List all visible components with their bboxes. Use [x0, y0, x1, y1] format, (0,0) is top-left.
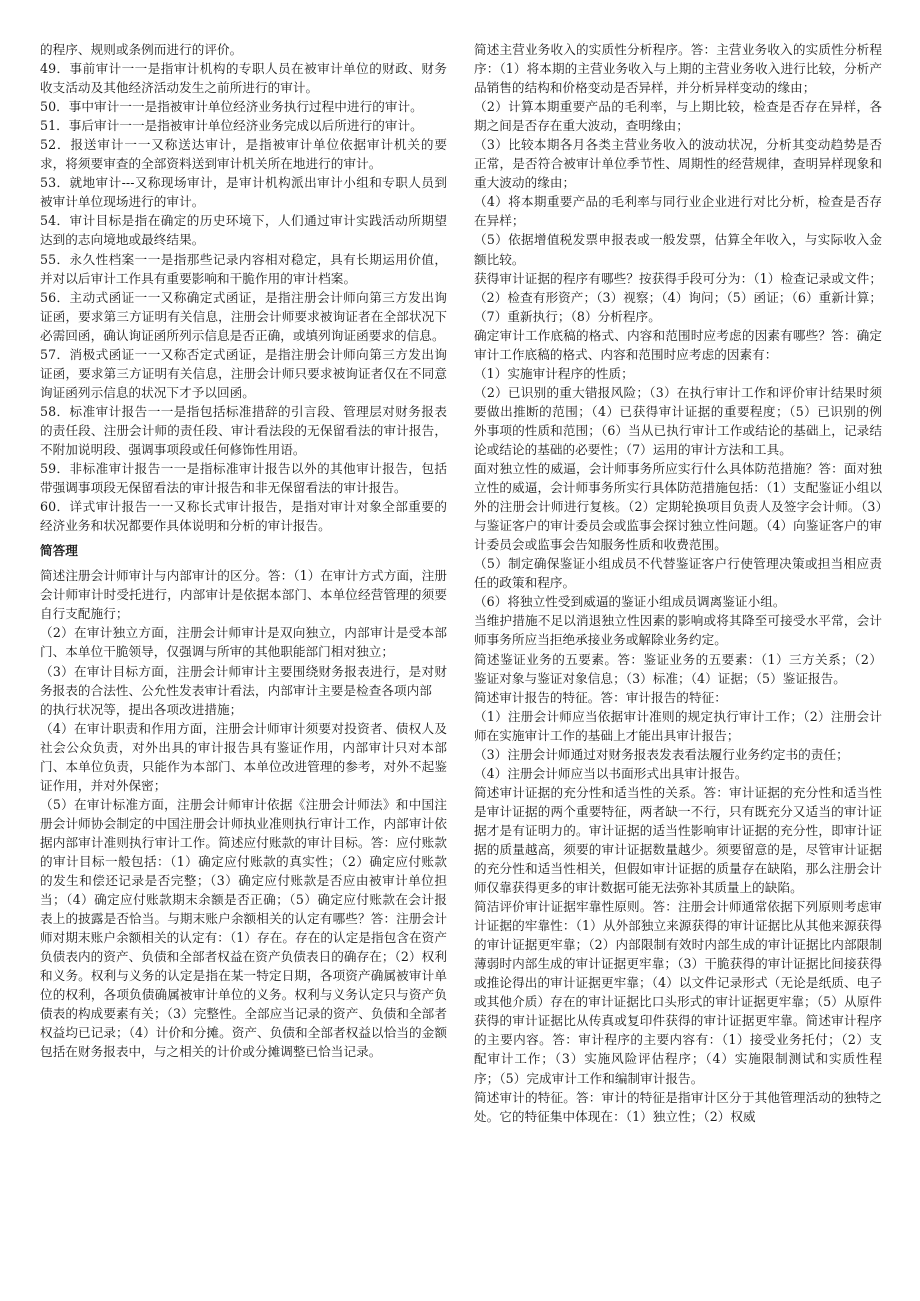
definition-item: 51．事后审计一一是指被审计单位经济业务完成以后所进行的审计。 — [40, 118, 423, 134]
answer-paragraph: 当维护措施不足以消退独立性因素的影响或将其降至可接受水平常，会计师事务所应当拒绝承接业务或解除业务约定。 — [474, 613, 882, 648]
answer-paragraph: 简述鉴证业务的五要素。答：鉴证业务的五要素：（1）三方关系；（2）鉴证对象与鉴证对象信息；（3）标准；（4）证据；（5）鉴证报告。 — [474, 651, 882, 686]
answer-paragraph: （5）依据增值税发票申报表或一般发票，估算全年收入，与实际收入金额比较。 — [474, 232, 882, 267]
definition-item: 59．非标准审计报告一一是指标准审计报告以外的其他审计报告，包括带强调事项段无保留看法的审计报告和非无保留看法的审计报告。 — [40, 461, 447, 496]
answer-paragraph: 简述注册会计师审计与内部审计的区分。答：（1）在审计方式方面，注册会计师审计时受托进行，内部审计是依据本部门、本单位经营管理的须要自行支配施行； — [40, 568, 447, 622]
answer-paragraph: （4）在审计职责和作用方面，注册会计师审计须要对投资者、债权人及社会公众负责，对外出具的审计报告具有鉴证作用，内部审计只对本部门、本单位负责，只能作为本部门、本单位改进管理的参考，对外不起鉴证作用，并对外保密； — [40, 720, 447, 793]
definition-item: 60．详式审计报告一一又称长式审计报告，是指对审计对象全部重要的经济业务和状况都要作具体说明和分析的审计报告。 — [40, 499, 447, 534]
answer-paragraph: 简述主营业务收入的实质性分析程序。答：主营业务收入的实质性分析程序：（1）将本期的主营业务收入与上期的主营业务收入进行比较，分析产品销售的结构和价格变动是否异样，并分析异样变动的缘由； — [474, 42, 882, 96]
definition-item: 的程序、规则或条例而进行的评价。 — [40, 42, 243, 57]
answer-paragraph: （3）注册会计师通过对财务报表发表看法履行业务约定书的责任； — [474, 746, 849, 762]
answer-paragraph: （5）制定确保鉴证小组成员不代替鉴证客户行使管理决策或担当相应责任的政策和程序。 — [474, 556, 882, 591]
definition-item: 52．报送审计一一又称送达审计，是指被审计单位依据审计机关的要求，将须要审查的全部资料送到审计机关所在地进行的审计。 — [40, 137, 447, 172]
definition-item: 58．标准审计报告一一是指包括标准措辞的引言段、管理层对财务报表的责任段、注册会计师的责任段、审计看法段的无保留看法的审计报告，不附加说明段、强调事项段或任何修饰性用语。 — [40, 403, 447, 457]
definition-item: 57．消极式函证一一又称否定式函证，是指注册会计师向第三方发出询证函，要求第三方证明有关信息，注册会计师只要求被询证者仅在不同意询证函列示信息的状况下才予以回函。 — [40, 346, 447, 400]
answer-paragraph: 简述审计证据的充分性和适当性的关系。答：审计证据的充分性和适当性是审计证据的两个重要特征，两者缺一不行，只有既充分又适当的审计证据才是有证明力的。审计证据的适当性影响审计证据的充分性，即审计证据的质量越高，须要的审计证据数量越少。须要留意的是，尽管审计证据的充分性和适当性相关，但假如审计证据的质量存在缺陷，那么注册会计师仅靠获得更多的审计数据可能无法弥补其质量上的缺陷。 — [474, 784, 882, 896]
section-heading: 简答理 — [40, 543, 78, 559]
definition-item: 50．事中审计一一是指被审计单位经济业务执行过程中进行的审计。 — [40, 99, 423, 115]
answer-paragraph: （3）比较本期各月各类主营业务收入的波动状况，分析其变动趋势是否正常，是否符合被审计单位季节性、周期性的经营规律，查明异样现象和重大波动的缘由； — [474, 137, 882, 191]
answer-paragraph: （4）将本期重要产品的毛利率与同行业企业进行对比分析，检查是否存在异样； — [474, 194, 882, 229]
answer-paragraph: 的执行状况等，提出各项改进措施； — [40, 701, 243, 717]
answer-paragraph: （2）在审计独立方面，注册会计师审计是双向独立，内部审计是受本部门、本单位干脆领导，仅强调与所审的其他职能部门相对独立； — [40, 625, 447, 660]
answer-paragraph: 获得审计证据的程序有哪些？按获得手段可分为：（1）检查记录或文件；（2）检查有形资产；（3）视察；（4）询问；（5）函证；（6）重新计算；（7）重新执行；（8）分析程序。 — [474, 270, 882, 324]
answer-paragraph: 简洁评价审计证据牢靠性原则。答：注册会计师通常依据下列原则考虑审计证据的牢靠性：（1）从外部独立来源获得的审计证据比从其他来源获得的审计证据更牢靠；（2）内部限制有效时内部生成的审计证据比内部限制薄弱时内部生成的审计证据更牢靠；（3）干脆获得的审计证据比间接获得或推论得出的审计证据更牢靠；（4）以文件记录形式（无论是纸质、电子或其他介质）存在的审计证据比口头形式的审计证据更牢靠；（5）从原件获得的审计证据比从传真或复印件获得的审计证据更牢靠。简述审计程序的主要内容。答：审计程序的主要内容有：（1）接受业务托付；（2）支配审计工作；（3）实施风险评估程序；（4）实施限制测试和实质性程序；（5）完成审计工作和编制审计报告。 — [474, 899, 882, 1086]
answer-paragraph: 简述审计报告的特征。答：审计报告的特征： — [474, 689, 727, 705]
answer-paragraph: 简述审计的特征。答：审计的特征是指审计区分于其他管理活动的独特之处。它的特征集中体现在：（1）独立性；（2）权威 — [474, 1089, 882, 1124]
answer-paragraph: （4）注册会计师应当以书面形式出具审计报告。 — [474, 765, 748, 781]
answer-paragraph: （2）计算本期重要产品的毛利率，与上期比较，检查是否存在异样，各期之间是否存在重大波动，查明缘由； — [474, 99, 882, 134]
answer-paragraph: （5）在审计标准方面，注册会计师审计依据《注册会计师法》和中国注册会计师协会制定的中国注册会计师执业准则执行审计工作，内部审计依据内部审计准则执行审计工作。简述应付账款的审计目标。答：应付账款的审计目标一般包括：（1）确定应付账款的真实性；（2）确定应付账款的发生和偿还记录是否完整；（3）确定应付账款是否应由被审计单位担当；（4）确定应付账款期末余额是否正确；（5）确定应付账款在会计报表上的披露是否恰当。与期末账户余额相关的认定有哪些？答：注册会计师对期末账户余额相关的认定有：（1）存在。存在的认定是指包含在资产负债表内的资产、负债和全部者权益在资产负债表日的确存在；（2）权利和义务。权利与义务的认定是指在某一特定日期，各项资产确属被审计单位的权利，各项负债确属被审计单位的义务。权利与义务认定只与资产负债表的构成要素有关；（3）完整性。全部应当记录的资产、负债和全部者权益均已记录；（4）计价和分摊。资产、负债和全部者权益以恰当的金额包括在财务报表中，与之相关的计价或分摊调整已恰当记录。 — [40, 796, 447, 1060]
definition-item: 53．就地审计---又称现场审计，是审计机构派出审计小组和专职人员到被审计单位现场进行的审计。 — [40, 175, 447, 210]
definition-item: 49．事前审计一一是指审计机构的专职人员在被审计单位的财政、财务收支活动及其他经济活动发生之前所进行的审计。 — [40, 61, 447, 96]
definition-item: 56．主动式函证一一又称确定式函证，是指注册会计师向第三方发出询证函，要求第三方证明有关信息，注册会计师要求被询证者在全部状况下必需回函，确认询证函所列示信息是否正确，或填列询证函要求的信息。 — [40, 289, 447, 343]
right-column — [474, 40, 882, 1126]
answer-paragraph: （6）将独立性受到威逼的鉴证小组成员调离鉴证小组。 — [474, 594, 786, 610]
answer-paragraph: 确定审计工作底稿的格式、内容和范围时应考虑的因素有哪些？答：确定审计工作底稿的格式、内容和范围时应考虑的因素有： — [474, 327, 882, 362]
left-column — [40, 40, 447, 1061]
answer-paragraph: 面对独立性的威逼，会计师事务所应实行什么具体防范措施？答：面对独立性的威逼，会计师事务所实行具体防范措施包括：（1）支配鉴证小组以外的注册会计师进行复核。（2）定期轮换项目负责人及签字会计师。（3）与鉴证客户的审计委员会或监事会探讨独立性问题。（4）向鉴证客户的审计委员会或监事会告知服务性质和收费范围。 — [474, 461, 882, 553]
answer-paragraph: （1）实施审计程序的性质； — [474, 365, 634, 381]
definition-item: 54．审计目标是指在确定的历史环境下，人们通过审计实践活动所期望达到的志向境地或最终结果。 — [40, 213, 447, 248]
answer-paragraph: （1）注册会计师应当依据审计准则的规定执行审计工作；（2）注册会计师在实施审计工作的基础上才能出具审计报告； — [474, 708, 882, 743]
answer-paragraph: （3）在审计目标方面，注册会计师审计主要围绕财务报表进行，是对财务报表的合法性、公允性发表审计看法，内部审计主要是检查各项内部 — [40, 663, 447, 698]
definition-item: 55．永久性档案一一是指那些记录内容相对稳定，具有长期运用价值，并对以后审计工作具有重要影响和干脆作用的审计档案。 — [40, 251, 447, 286]
answer-paragraph: （2）已识别的重大错报风险；（3）在执行审计工作和评价审计结果时须要做出推断的范围；（4）已获得审计证据的重要程度；（5）已识别的例外事项的性质和范围；（6）当从已执行审计工作或结论的基础上，记录结论或结论的基础的必要性；（7）运用的审计方法和工具。 — [474, 384, 882, 457]
